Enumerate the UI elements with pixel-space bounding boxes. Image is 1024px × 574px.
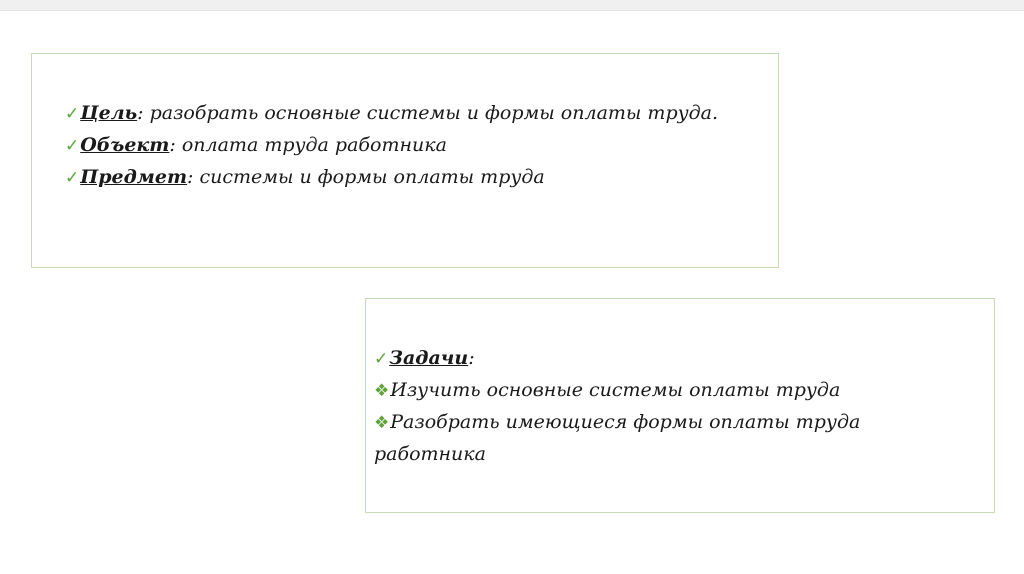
object-text: : оплата труда работника — [169, 134, 447, 156]
object-line — [65, 130, 778, 162]
task-item — [374, 375, 994, 407]
check-icon: ✓ — [65, 136, 80, 156]
tasks-term: Задачи — [389, 347, 469, 369]
check-icon: ✓ — [374, 349, 389, 369]
goal-text: : разобрать основные системы и формы оплаты труда. — [137, 102, 719, 124]
object-term: Объект — [80, 134, 170, 156]
tasks-colon: : — [468, 347, 475, 369]
diamond-bullet-icon: ❖ — [374, 381, 390, 401]
diamond-bullet-icon: ❖ — [374, 413, 390, 433]
subject-line — [65, 162, 778, 194]
goal-term: Цель — [80, 102, 138, 124]
check-icon: ✓ — [65, 104, 80, 124]
goals-box — [31, 53, 779, 268]
subject-text: : системы и формы оплаты труда — [187, 166, 545, 188]
check-icon: ✓ — [65, 168, 80, 188]
task-item — [374, 407, 934, 470]
tasks-box — [365, 298, 995, 513]
task-item-text: Изучить основные системы оплаты труда — [390, 379, 841, 401]
tasks-heading — [374, 343, 994, 375]
task-item-text: Разобрать имеющиеся формы оплаты труда работника — [374, 411, 861, 465]
subject-term: Предмет — [80, 166, 188, 188]
goal-line — [65, 98, 778, 130]
top-edge-bar — [0, 0, 1024, 11]
